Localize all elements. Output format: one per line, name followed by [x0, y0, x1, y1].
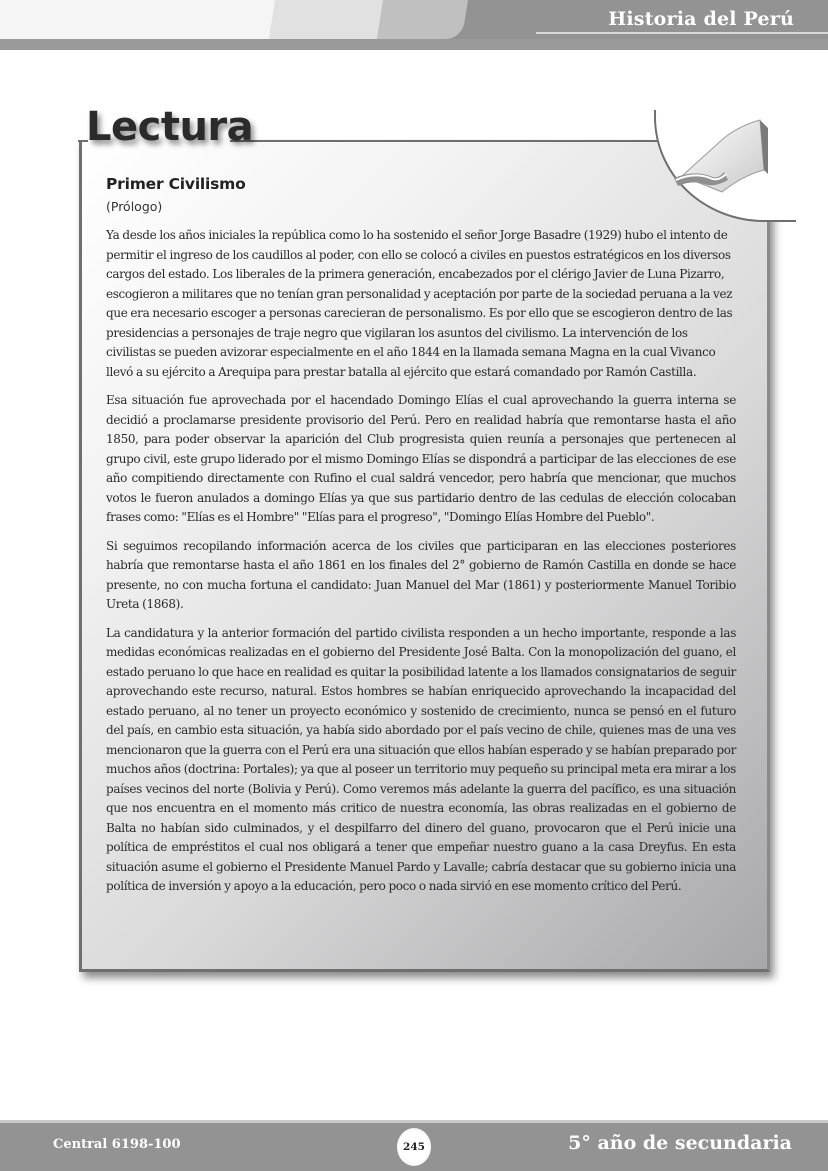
page-footer [0, 1120, 828, 1171]
header-stripe-mid [377, 0, 468, 39]
paragraph: Si seguimos recopilando información acerca de los civiles que participaran en las elecciones posteriores habría que remontarse hasta el año 1861 en los finales del 2° gobierno de Ramón Castilla en donde se hace presente, no con mucha fortuna el candidato: Juan Manuel del Mar (1861) y posteriormente Manuel Toribio Ureta (1868). [106, 538, 736, 611]
header-title-rule [536, 32, 828, 34]
heading-rule [230, 140, 658, 142]
footer-phone: Central 6198-100 [53, 1137, 181, 1152]
reading-subtitle: (Prólogo) [106, 199, 163, 214]
page-header [0, 0, 828, 50]
paragraph: Esa situación fue aprovechada por el hacendado Domingo Elías el cual aprovechando la guerra interna se decidió a proclamarse presidente provisorio del Perú. Pero en realidad habría que remontarse hasta el año 1850, para poder observar la aparición del Club progresista quien reunía a personajes que pertenecen al grupo civil, este grupo liderado por el mismo Domingo Elías se dispondrá a participar de las elecciones de ese año compitiendo directamente con Rufino el cual saldrá vencedor, pero habría que mencionar, que muchos votos le fueron anulados a domingo Elías ya que sus partidario dentro de las cedulas de elección colocaban frases como: "Elías es el Hombre" "Elías para el progreso", "Domingo Elías Hombre del Pueblo". [106, 393, 736, 524]
footer-top-line [0, 1120, 828, 1123]
section-heading: Lectura [86, 104, 254, 150]
page-number: 245 [403, 1141, 425, 1153]
paragraph: Ya desde los años iniciales la república como lo ha sostenido el señor Jorge Basadre (1929) hubo el intento de permitir el ingreso de los caudillos al poder, con ello se colocó a civiles en puestos estratégicos en los diversos cargos del estado. Los liberales de la primera generación, encabezados por el clérigo Javier de Luna Pizarro, escogieron a militares que no tenían gran personalidad y aceptación por parte de la sociedad peruana a la vez que era necesario escoger a personas carecieran de personalismo. Es por ello que se escogieron dentro de las presidencias a personajes de traje negro que vigilaran los asuntos del civilismo. La intervención de los civilistas se pueden avizorar especialmente en el año 1844 en la llamada semana Magna en la cual Vivanco llevó a su ejército a Arequipa para prestar batalla al ejército que estará comandado por Ramón Castilla. [106, 228, 733, 379]
header-title: Historia del Perú [608, 8, 794, 30]
header-light-band [0, 0, 280, 39]
reading-content [106, 175, 736, 906]
reading-title: Primer Civilismo [106, 175, 246, 193]
header-stripe-light [269, 0, 385, 39]
footer-grade: 5° año de secundaria [568, 1132, 792, 1154]
page-number-badge [397, 1128, 431, 1166]
header-bottom-band [0, 39, 828, 50]
paragraph: La candidatura y la anterior formación del partido civilista responden a un hecho importante, responde a las medidas económicas realizadas en el gobierno del Presidente José Balta. Con la monopolización del guano, el estado peruano lo que hace en realidad es quitar la posibilidad latente a los llamados consignatarios de seguir aprovechando este recurso, natural. Estos hombres se habían enriquecido aprovechando la incapacidad del estado peruano, al no tener un proyecto económico y sostenido de crecimiento, nunca se pensó en el futuro del país, en cambio esta situación, ya había sido abordado por el país vecino de chile, quienes mas de una ves mencionaron que la guerra con el Perú era una situación que ellos habían esperado y se habían preparado por muchos años (doctrina: Portales); ya que al poseer un territorio muy pequeño su principal meta era mirar a los países vecinos del norte (Bolivia y Perú). Como veremos más adelante la guerra del pacífico, es una situación que nos encuentra en el momento más critico de nuestra economía, las obras realizadas en el gobierno de Balta no habían sido culminados, y el despilfarro del dinero del guano, provocaron que el Perú inicie una política de empréstitos el cual nos obligará a tener que empeñar nuestro guano a la casa Dreyfus. En esta situación asume el gobierno el Presidente Manuel Pardo y Lavalle; cabría destacar que su gobierno inicia una política de inversión y apoyo a la educación, pero poco o nada sirvió en ese momento crítico del Perú. [106, 625, 736, 893]
